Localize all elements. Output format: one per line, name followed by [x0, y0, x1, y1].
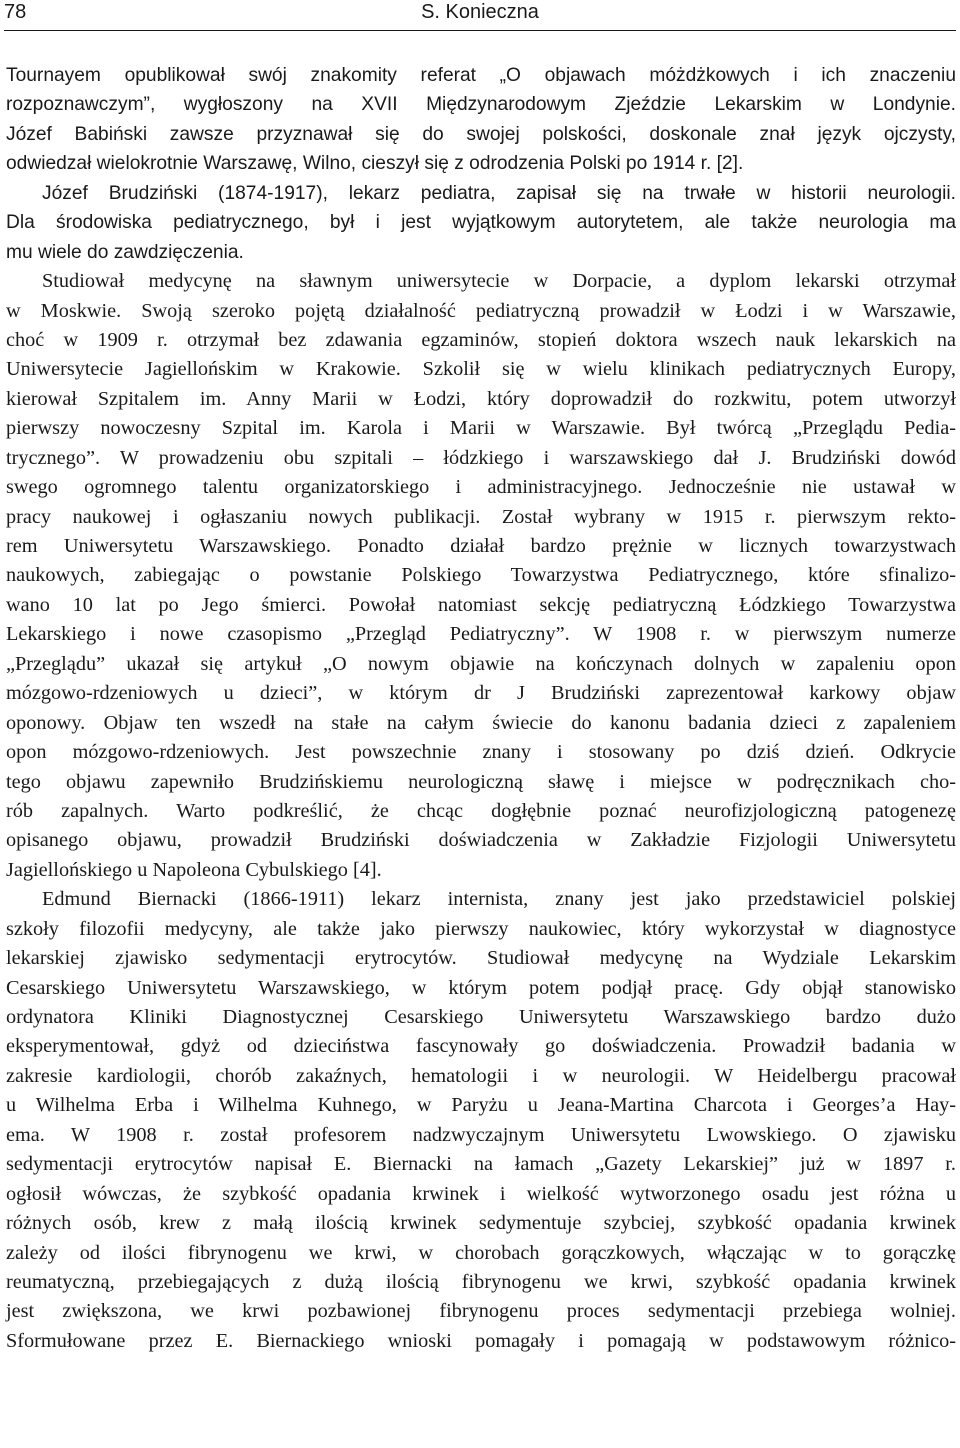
- text-line: Józef Brudziński (1874-1917), lekarz pediatra, zapisał się na trwałe w historii neurologii.: [42, 182, 956, 204]
- text-line: Uniwersytecie Jagiellońskim w Krakowie. Szkolił się w wielu klinikach pediatrycznych Europy,: [6, 358, 956, 381]
- page-header: [4, 0, 956, 31]
- text-line: opisanego objawu, prowadził Brudziński doświadczenia w Zakładzie Fizjologii Uniwersytetu: [6, 829, 956, 852]
- text-line: Studiował medycynę na sławnym uniwersytecie w Dorpacie, a dyplom lekarski otrzymał: [42, 270, 956, 293]
- text-line: ogłosił wówczas, że szybkość opadania krwinek i wielkość wytworzonego osadu jest różna u: [6, 1182, 956, 1205]
- text-line: rozpoznawczym”, wygłoszony na XVII Międzynarodowym Zjeździe Lekarskim w Londynie.: [6, 94, 956, 116]
- text-line: odwiedzał wielokrotnie Warszawę, Wilno, cieszył się z odrodzenia Polski po 1914 r. [2].: [6, 153, 744, 175]
- page-number: 78: [4, 1, 27, 23]
- text-line: Cesarskiego Uniwersytetu Warszawskiego, w którym potem podjął pracę. Gdy objął stanowisko: [6, 976, 956, 999]
- text-line: w Moskwie. Swoją szeroko pojętą działalność pediatryczną prowadził w Łodzi i w Warszawie,: [6, 299, 956, 322]
- text-line: rób zapalnych. Warto podkreślić, że chcąc dogłębnie poznać neurofizjologiczną patogenezę: [6, 799, 956, 822]
- text-line: szkoły filozofii medycyny, ale także jako pierwszy naukowiec, który wykorzystał w diagnostyce: [6, 917, 956, 940]
- text-line: sedymentacji erytrocytów napisał E. Biernacki na łamach „Gazety Lekarskiej” już w 1897 r.: [6, 1153, 956, 1176]
- text-line: lekarskiej zjawisko sedymentacji erytrocytów. Studiował medycynę na Wydziale Lekarskim: [6, 947, 956, 970]
- text-line: kierował Szpitalem im. Anny Marii w Łodzi, który doprowadził do rozkwitu, potem utworzył: [6, 387, 956, 410]
- text-line: ordynatora Kliniki Diagnostycznej Cesarskiego Uniwersytetu Warszawskiego bardzo dużo: [6, 1006, 956, 1028]
- text-line: Jagiellońskiego u Napoleona Cybulskiego [4].: [6, 858, 382, 881]
- text-line: oponowy. Objaw ten wszedł na stałe na całym świecie do kanonu badania dzieci z zapaleniem: [6, 711, 956, 734]
- text-line: eksperymentował, gdyż od dzieciństwa fascynowały go doświadczenia. Prowadził badania w: [6, 1035, 956, 1058]
- text-line: różnych osób, krew z małą ilością krwinek sedymentuje szybciej, szybkość opadania krwinek: [6, 1212, 956, 1235]
- text-line: zakresie kardiologii, chorób zakaźnych, hematologii i w neurologii. W Heidelbergu pracował: [6, 1064, 956, 1087]
- text-line: opon mózgowo-rdzeniowych. Jest powszechnie znany i stosowany po dziś dzień. Odkrycie: [6, 741, 956, 764]
- text-line: mózgowo-rdzeniowych u dzieci”, w którym dr J Brudziński zaprezentował karkowy objaw: [6, 682, 956, 705]
- text-line: Dla środowiska pediatrycznego, był i jest wyjątkowym autorytetem, ale także neurologia ma: [6, 212, 956, 234]
- text-line: pracy naukowej i ogłaszaniu nowych publikacji. Został wybrany w 1915 r. pierwszym rekto-: [6, 505, 956, 528]
- text-line: mu wiele do zawdzięczenia.: [6, 241, 244, 263]
- text-line: swego ogromnego talentu organizatorskiego i administracyjnego. Jednocześnie nie ustawał w: [6, 476, 956, 499]
- text-line: Sformułowane przez E. Biernackiego wnioski pomagały i pomagają w podstawowym różnico-: [6, 1329, 956, 1352]
- text-line: Lekarskiego i nowe czasopismo „Przegląd Pediatryczny”. W 1908 r. w pierwszym numerze: [6, 623, 956, 646]
- running-head-author: S. Konieczna: [421, 1, 539, 23]
- text-line: Józef Babiński zawsze przyznawał się do swojej polskości, doskonale znał język ojczysty,: [6, 123, 956, 145]
- text-line: rem Uniwersytetu Warszawskiego. Ponadto działał bardzo prężnie w licznych towarzystwach: [6, 535, 956, 557]
- text-line: pierwszy nowoczesny Szpital im. Karola i Marii w Warszawie. Był twórcą „Przeglądu Pedia-: [6, 417, 956, 440]
- text-line: Edmund Biernacki (1866-1911) lekarz internista, znany jest jako przedstawiciel polskiej: [42, 888, 956, 911]
- text-line: zależy od ilości fibrynogenu we krwi, w chorobach gorączkowych, włączając w to gorączkę: [6, 1241, 956, 1264]
- text-line: jest zwiększona, we krwi pozbawionej fibrynogenu proces sedymentacji przebiega wolniej.: [6, 1300, 956, 1323]
- text-line: wano 10 lat po Jego śmierci. Powołał natomiast sekcję pediatryczną Łódzkiego Towarzystwa: [6, 593, 956, 616]
- text-line: Tournayem opublikował swój znakomity referat „O objawach móżdżkowych i ich znaczeniu: [6, 65, 956, 86]
- body-text: [6, 61, 956, 1356]
- text-line: naukowych, zabiegając o powstanie Polskiego Towarzystwa Pediatrycznego, które sfinalizo-: [6, 564, 956, 587]
- text-line: „Przeglądu” ukazał się artykuł „O nowym objawie na kończynach dolnych w zapaleniu opon: [6, 652, 956, 675]
- text-line: choć w 1909 r. otrzymał bez zdawania egzaminów, stopień doktora wszech nauk lekarskich na: [6, 328, 956, 351]
- text-line: tego objawu zapewniło Brudzińskiemu neurologiczną sławę i miejsce w podręcznikach cho-: [6, 770, 956, 793]
- text-line: u Wilhelma Erba i Wilhelma Kuhnego, w Paryżu u Jeana-Martina Charcota i Georges’a Hay-: [6, 1094, 956, 1117]
- text-line: ema. W 1908 r. został profesorem nadzwyczajnym Uniwersytetu Lwowskiego. O zjawisku: [6, 1123, 956, 1146]
- text-line: reumatyczną, przebiegających z dużą ilością fibrynogenu we krwi, szybkość opadania krwinek: [6, 1270, 956, 1293]
- text-line: trycznego”. W prowadzeniu obu szpitali – łódzkiego i warszawskiego dał J. Brudziński dowód: [6, 446, 956, 469]
